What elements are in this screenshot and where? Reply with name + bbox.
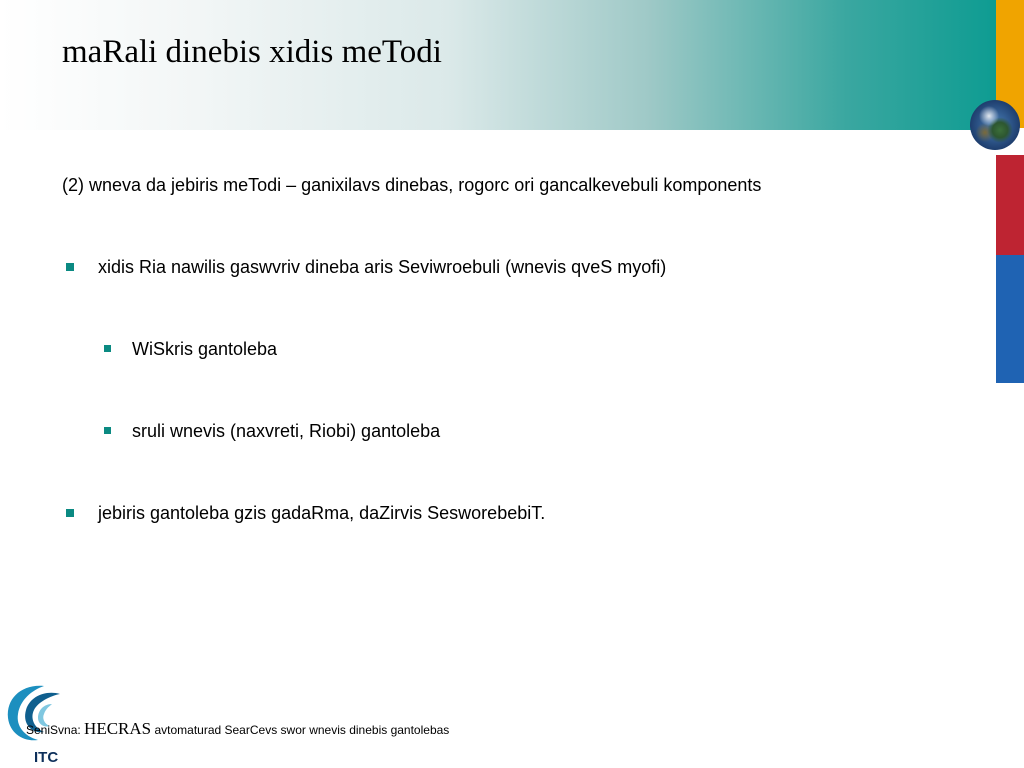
footer-suffix: avtomaturad SearCevs swor wnevis dinebis gantolebas [154, 723, 450, 737]
accent-strip-red [996, 155, 1024, 255]
square-bullet-icon [104, 427, 111, 434]
footer-note [26, 719, 449, 739]
sub-bullet-item [104, 339, 277, 360]
bullet-text: xidis Ria nawilis gaswvriv dineba aris Seviwroebuli (wnevis qveS myofi) [98, 257, 667, 277]
square-bullet-icon [104, 345, 111, 352]
footer-brand: HECRAS [84, 719, 152, 738]
globe-icon [970, 100, 1020, 150]
bullet-text: jebiris gantoleba gzis gadaRma, daZirvis SesworebebiT. [98, 503, 546, 523]
bullet-item [66, 503, 545, 524]
itc-logo-text: ITC [34, 749, 59, 766]
footer-prefix: SeniSvna: [26, 723, 81, 737]
sub-bullet-item [104, 421, 440, 442]
square-bullet-icon [66, 263, 74, 271]
accent-strip-blue [996, 255, 1024, 383]
bullet-text: WiSkris gantoleba [132, 339, 278, 359]
slide-subtitle: (2) wneva da jebiris meTodi – ganixilavs dinebas, rogorc ori gancalkevebuli komponents [62, 175, 762, 195]
bullet-item [66, 257, 666, 278]
square-bullet-icon [66, 509, 74, 517]
slide-title: maRali dinebis xidis meTodi [62, 34, 442, 70]
bullet-text: sruli wnevis (naxvreti, Riobi) gantoleba [132, 421, 441, 441]
